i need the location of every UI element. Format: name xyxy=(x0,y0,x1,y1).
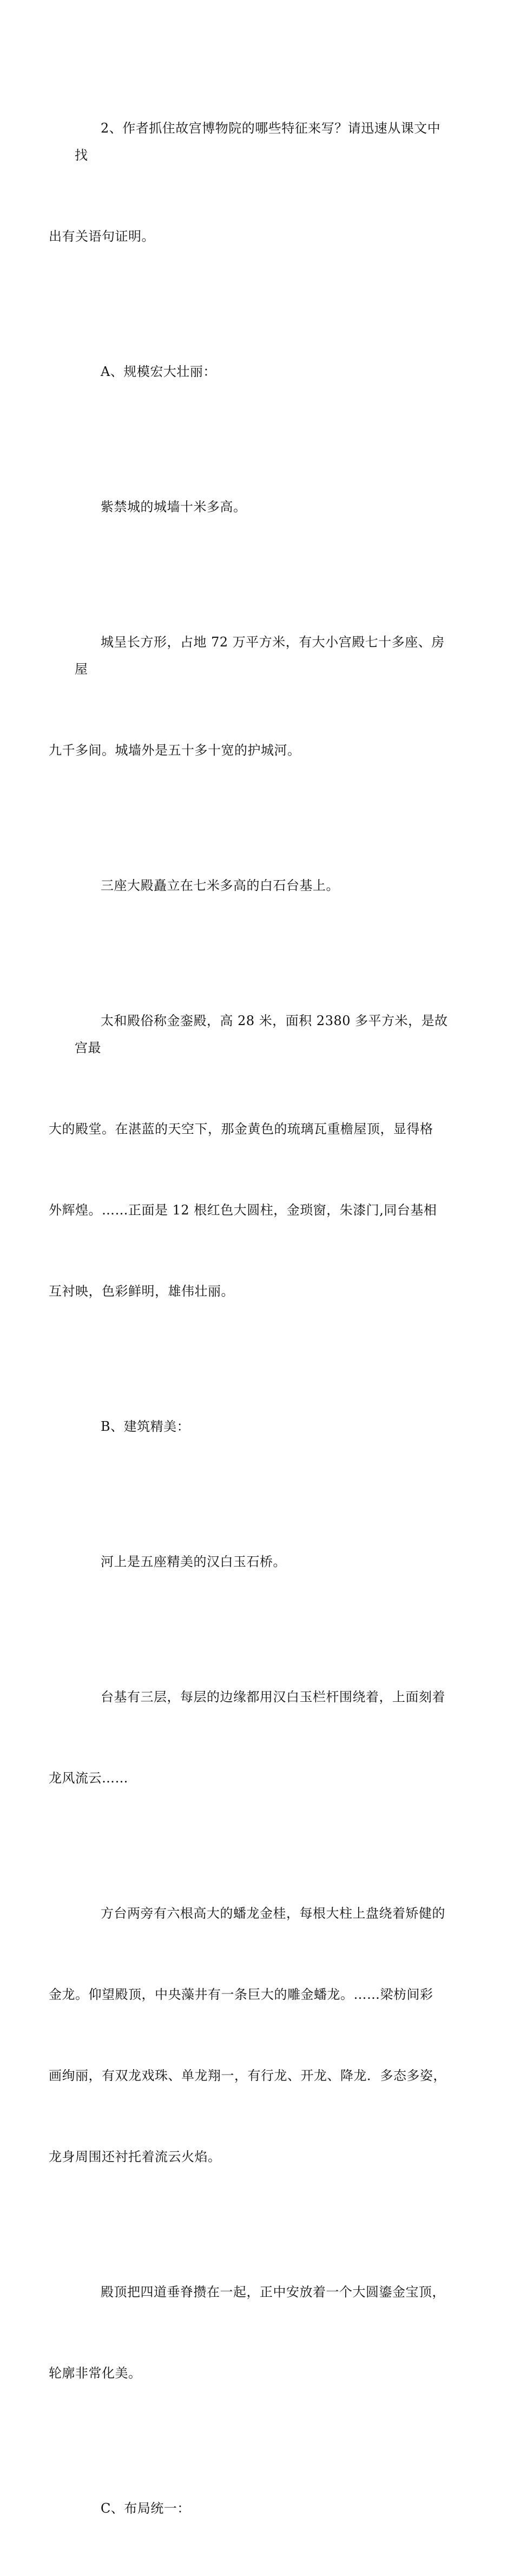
text-line: 河上是五座精美的汉白玉石桥。 xyxy=(101,1554,286,1569)
paragraph xyxy=(49,1629,448,1846)
text-line: 2、作者抓住故宫博物院的哪些特征来写？请迅速从课文中找 xyxy=(75,121,441,163)
section-heading-c xyxy=(75,2441,448,2576)
text-line: C、布局统一： xyxy=(101,2501,190,2516)
text-line: 外辉煌。……正面是 12 根红色大圆柱，金琐窗，朱漆门,同台基相 xyxy=(49,1203,437,1218)
paragraph xyxy=(75,439,448,574)
paragraph-question xyxy=(49,61,448,304)
text-line: 画绚丽，有双龙戏珠、单龙翔一，有行龙、开龙、降龙．多态多姿， xyxy=(49,2068,446,2083)
paragraph xyxy=(75,1494,448,1629)
paragraph xyxy=(49,574,448,818)
text-line: 殿顶把四道垂脊攒在一起，正中安放着一个大圆鎏金宝顶， xyxy=(101,2284,445,2300)
text-line: 大的殿堂。在湛蓝的天空下，那金黄色的琉璃瓦重檐屋顶，显得格 xyxy=(49,1121,433,1137)
paragraph xyxy=(49,953,448,1359)
text-line: B、建筑精美： xyxy=(101,1419,190,1434)
section-heading-a xyxy=(75,304,448,439)
text-line: 九千多间。城墙外是五十多十宽的护城河。 xyxy=(49,743,301,758)
text-line: 三座大殿矗立在七米多高的白石台基上。 xyxy=(101,878,339,893)
text-line: 太和殿俗称金銮殿，高 28 米，面积 2380 多平方米，是故宫最 xyxy=(75,1013,448,1055)
text-line: 龙身周围还衬托着流云火焰。 xyxy=(49,2149,221,2164)
text-line: 方台两旁有六根高大的蟠龙金桂，每根大柱上盘绕着矫健的 xyxy=(101,1906,445,1921)
paragraph xyxy=(49,2224,448,2441)
paragraph xyxy=(49,1846,448,2224)
text-line: 龙风流云…… xyxy=(49,1771,128,1786)
text-line: 紫禁城的城墙十米多高。 xyxy=(101,499,247,514)
paragraph xyxy=(75,818,448,953)
text-line: 金龙。仰望殿顶，中央藻井有一条巨大的雕金蟠龙。……梁枋间彩 xyxy=(49,1987,433,2002)
text-line: 城呈长方形，占地 72 万平方米，有大小宫殿七十多座、房屋 xyxy=(75,635,445,677)
document-body xyxy=(49,61,448,2576)
section-heading-b xyxy=(75,1359,448,1494)
text-line: 互衬映，色彩鲜明，雄伟壮丽。 xyxy=(49,1284,234,1299)
text-line: 出有关语句证明。 xyxy=(49,229,155,244)
text-line: 台基有三层，每层的边缘都用汉白玉栏杆围绕着，上面刻着 xyxy=(101,1689,445,1705)
text-line: A、规模宏大壮丽： xyxy=(101,364,216,379)
text-line: 轮廓非常化美。 xyxy=(49,2366,142,2381)
